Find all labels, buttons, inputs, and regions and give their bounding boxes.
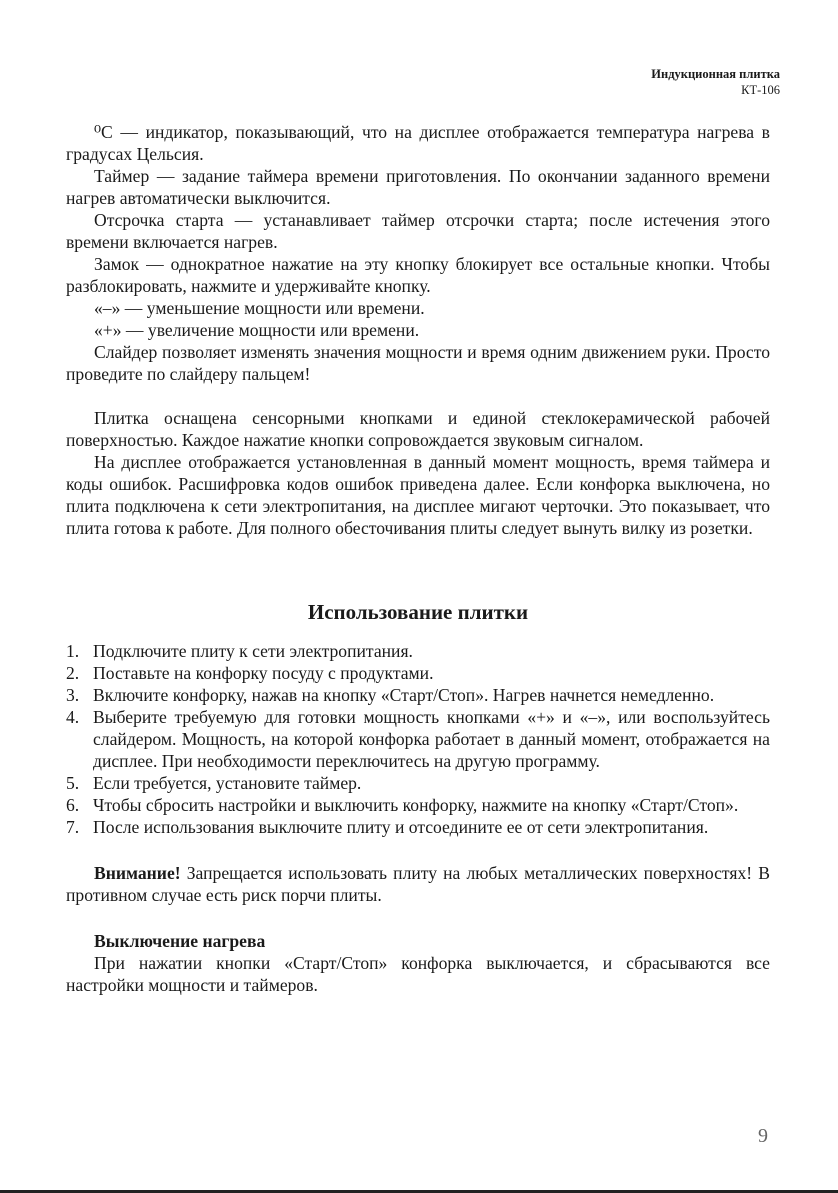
list-item-number: 4. xyxy=(66,707,80,727)
page-content xyxy=(66,121,770,996)
paragraph-plus: «+» — увеличение мощности или времени. xyxy=(94,320,420,340)
running-header xyxy=(651,66,780,98)
page-number: 9 xyxy=(758,1125,768,1147)
spacer xyxy=(66,539,770,599)
header-product-title: Индукционная плитка xyxy=(651,67,780,81)
paragraph-celsius-indicator: ⁰С — индикатор, показывающий, что на дисплее отображается температура нагрева в градусах Цельсия. xyxy=(66,122,770,164)
paragraph-minus: «–» — уменьшение мощности или времени. xyxy=(94,298,425,318)
list-item-number: 6. xyxy=(66,795,80,815)
list-item-number: 5. xyxy=(66,773,80,793)
list-item-text: Включите конфорку, нажав на кнопку «Старт/Стоп». Нагрев начнется немедленно. xyxy=(93,685,715,705)
list-item-text: После использования выключите плиту и отсоедините ее от сети электропитания. xyxy=(93,817,709,837)
shutdown-paragraph: При нажатии кнопки «Старт/Стоп» конфорка выключается, и сбрасываются все настройки мощности и таймеров. xyxy=(66,953,770,995)
usage-steps-list xyxy=(66,640,770,838)
shutdown-heading: Выключение нагрева xyxy=(94,931,266,951)
list-item xyxy=(66,662,770,684)
list-item-number: 3. xyxy=(66,685,80,705)
warning-label: Внимание! xyxy=(94,863,181,883)
spacer xyxy=(66,838,770,862)
list-item-text: Если требуется, установите таймер. xyxy=(93,773,362,793)
paragraph-delayed-start: Отсрочка старта — устанавливает таймер отсрочки старта; после истечения этого времени включается нагрев. xyxy=(66,210,770,252)
list-item xyxy=(66,794,770,816)
warning-text: Запрещается использовать плиту на любых металлических поверхностях! В противном случае есть риск порчи плиты. xyxy=(66,863,770,905)
list-item-number: 2. xyxy=(66,663,80,683)
list-item xyxy=(66,816,770,838)
list-item xyxy=(66,640,770,662)
paragraph-slider: Слайдер позволяет изменять значения мощности и время одним движением руки. Просто проведите по слайдеру пальцем! xyxy=(66,342,770,384)
list-item xyxy=(66,684,770,706)
list-item-number: 1. xyxy=(66,641,80,661)
section-title: Использование плитки xyxy=(307,600,529,624)
list-item-text: Подключите плиту к сети электропитания. xyxy=(93,641,413,661)
paragraph-display: На дисплее отображается установленная в данный момент мощность, время таймера и коды ошибок. Расшифровка кодов ошибок приведена далее. Если конфорка выключена, но плита подключена к сети электропитания, на дисплее мигают черточки. Это показывает, что плита готова к работе. Для полного обесточивания плиты следует вынуть вилку из розетки. xyxy=(66,452,770,538)
header-model: КТ-106 xyxy=(741,83,780,97)
spacer xyxy=(66,385,770,407)
list-item-text: Чтобы сбросить настройки и выключить конфорку, нажмите на кнопку «Старт/Стоп». xyxy=(93,795,739,815)
paragraph-timer: Таймер — задание таймера времени приготовления. По окончании заданного времени нагрев автоматически выключится. xyxy=(66,166,770,208)
list-item-text: Поставьте на конфорку посуду с продуктами. xyxy=(93,663,434,683)
list-item-number: 7. xyxy=(66,817,80,837)
list-item xyxy=(66,706,770,772)
list-item xyxy=(66,772,770,794)
spacer xyxy=(66,906,770,930)
list-item-text: Выберите требуемую для готовки мощность кнопками «+» и «–», или воспользуйтесь слайдером. Мощность, на которой конфорка работает в данный момент, отображается на дисплее. При необходимости переключитесь на другую программу. xyxy=(93,707,770,771)
paragraph-lock: Замок — однократное нажатие на эту кнопку блокирует все остальные кнопки. Чтобы разблокировать, нажмите и удерживайте кнопку. xyxy=(66,254,770,296)
paragraph-touch-buttons: Плитка оснащена сенсорными кнопками и единой стеклокерамической рабочей поверхностью. Каждое нажатие кнопки сопровождается звуковым сигналом. xyxy=(66,408,770,450)
warning-paragraph xyxy=(66,862,770,906)
